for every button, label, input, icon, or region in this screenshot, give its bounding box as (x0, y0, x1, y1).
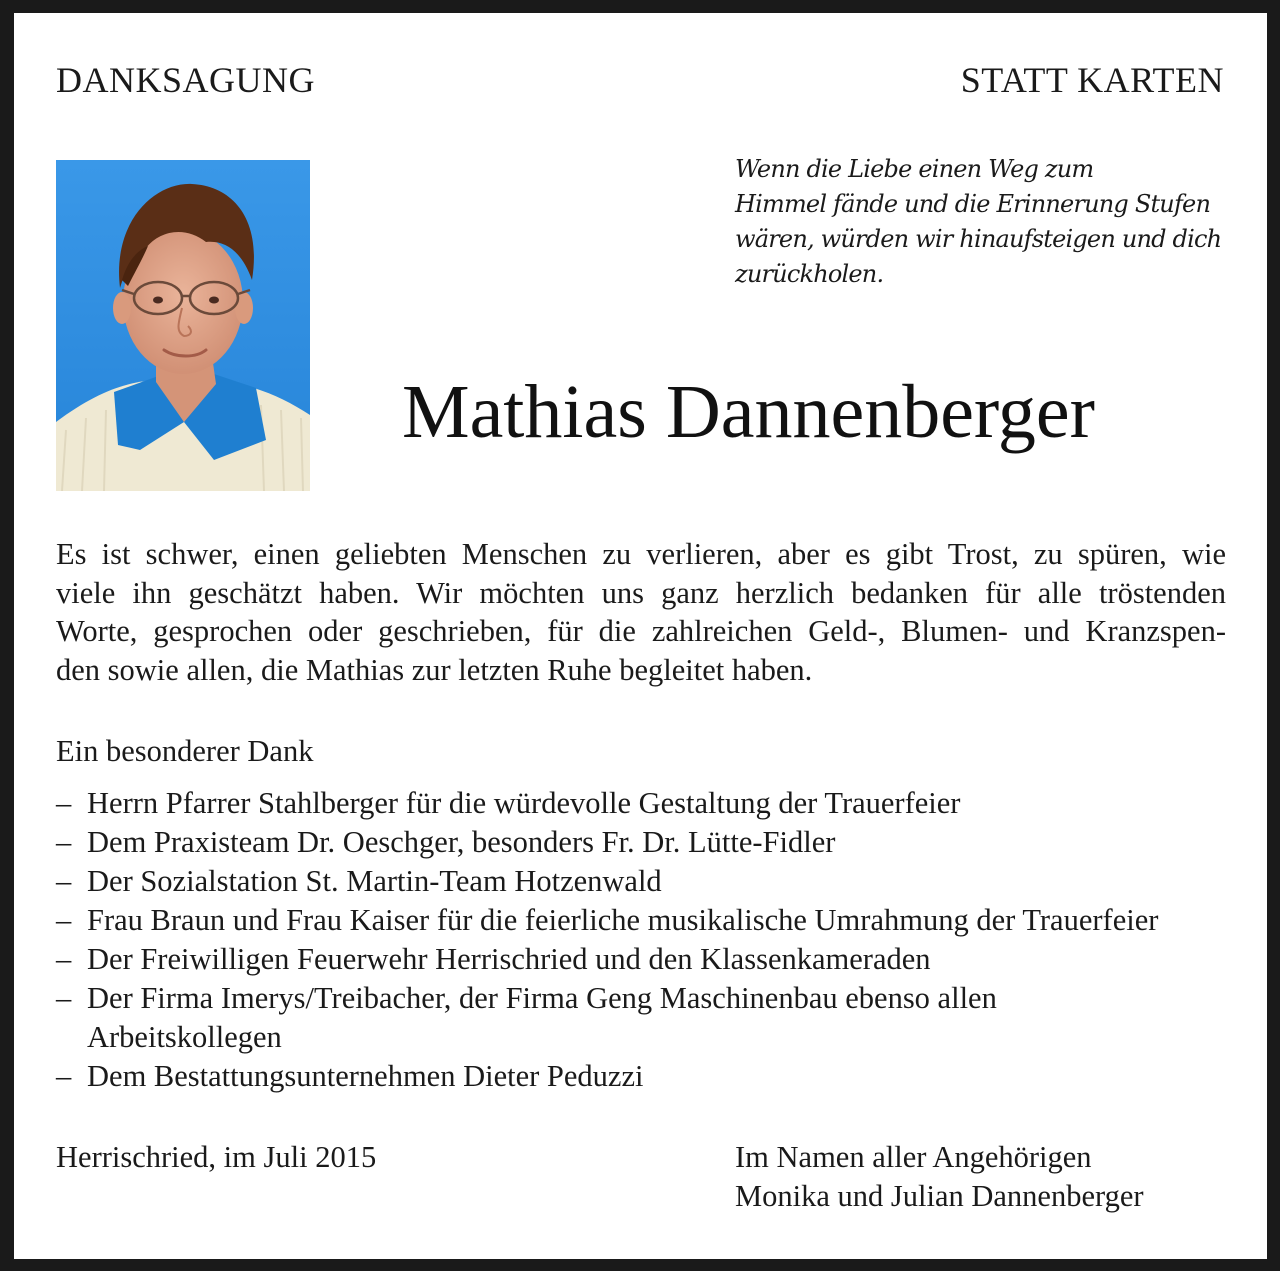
special-thanks-heading: Ein besonderer Dank (56, 734, 314, 768)
instead-of-cards-label: STATT KARTEN (960, 60, 1224, 100)
place-and-date: Herrischried, im Juli 2015 (56, 1140, 377, 1174)
dash-bullet: – (56, 942, 72, 976)
list-item-text: Der Sozialstation St. Martin-Team Hotzenwald (87, 864, 662, 898)
dash-bullet: – (56, 864, 72, 898)
list-item (56, 901, 1236, 940)
paragraph-line: Es ist schwer, einen geliebten Menschen zu verlieren, aber es gibt Trost, zu spüren, wie (56, 537, 1226, 571)
dash-bullet: – (56, 981, 72, 1015)
paragraph-line: den sowie allen, die Mathias zur letzten Ruhe begleitet haben. (56, 652, 813, 687)
list-item (56, 784, 1236, 823)
dash-bullet: – (56, 825, 72, 859)
notice-type-label: DANKSAGUNG (56, 60, 316, 100)
deceased-name: Mathias Dannenberger (402, 370, 1095, 454)
signature-names: Monika und Julian Dannenberger (735, 1178, 1144, 1213)
signature-line: Im Namen aller Angehörigen (735, 1140, 1092, 1174)
list-item (56, 1057, 1236, 1096)
list-item-text: Herrn Pfarrer Stahlberger für die würdevolle Gestaltung der Trauerfeier (87, 786, 961, 820)
list-item-text: Dem Praxisteam Dr. Oeschger, besonders Fr. Dr. Lütte-Fidler (87, 825, 836, 859)
special-thanks-list (56, 784, 1236, 1096)
list-item (56, 823, 1236, 862)
paragraph-line: viele ihn geschätzt haben. Wir möchten uns ganz herzlich bedanken für alle tröstenden (56, 575, 1226, 610)
thank-you-paragraph (56, 535, 1226, 689)
dash-bullet: – (56, 786, 72, 820)
dash-bullet: – (56, 1059, 72, 1093)
list-item (56, 940, 1236, 979)
list-item-text: Der Firma Imerys/Treibacher, der Firma Geng Maschinenbau ebenso allen Arbeitskollegen (87, 981, 997, 1054)
portrait-photo (56, 160, 310, 491)
list-item (56, 862, 1236, 901)
memorial-quote: Wenn die Liebe einen Weg zum Himmel fände und die Erinnerung Stufen wären, würden wir hinaufsteigen und dich zurückholen. (735, 155, 1222, 288)
family-signature (735, 1138, 1144, 1215)
dash-bullet: – (56, 903, 72, 937)
list-item (56, 979, 1236, 1057)
list-item-text: Dem Bestattungsunternehmen Dieter Peduzzi (87, 1059, 644, 1093)
list-item-text: Der Freiwilligen Feuerwehr Herrischried und den Klassenkameraden (87, 942, 931, 976)
list-item-text: Frau Braun und Frau Kaiser für die feierliche musikalische Umrahmung der Trauerfeier (87, 903, 1159, 937)
paragraph-line: Worte, gesprochen oder geschrieben, für die zahlreichen Geld-, Blumen- und Kranzspen- (56, 614, 1226, 648)
